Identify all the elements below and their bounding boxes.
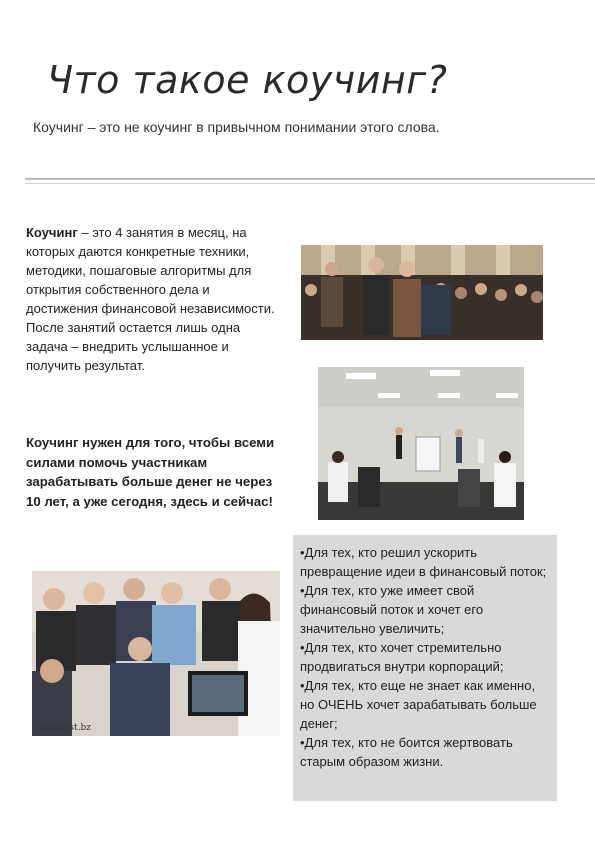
page-title: Что такое коучинг? <box>47 58 448 102</box>
watermark-text: molodost.bz <box>36 723 92 733</box>
training-room-photo <box>318 367 524 520</box>
audience-item: •Для тех, кто еще не знает как именно, но ОЧЕНЬ хочет зарабатывать больше денег; <box>300 678 537 731</box>
seminar-audience-photo <box>301 245 543 340</box>
divider-line <box>25 178 595 180</box>
audience-item: •Для тех, кто хочет стремительно продвигаться внутри корпораций; <box>300 640 504 674</box>
intro-term: Коучинг <box>26 225 78 240</box>
divider-line-thin <box>25 183 595 184</box>
audience-item: •Для тех, кто уже имеет свой финансовый поток и хочет его значительно увеличить; <box>300 583 484 636</box>
audience-item: •Для тех, кто решил ускорить превращение идеи в финансовый поток; <box>300 545 547 579</box>
intro-definition: – это 4 занятия в месяц, на которых даются конкретные техники, методики, пошаговые алгоритмы для открытия собственного дела и достижения финансовой независимости. После занятий остается лишь одна задача – внедрить услышанное и получить результат. <box>26 225 275 373</box>
target-audience-box <box>293 535 557 801</box>
group-at-laptop-photo <box>32 571 280 736</box>
purpose-paragraph: Коучинг нужен для того, чтобы всеми силами помочь участникам зарабатывать больше денег не через 10 лет, а уже сегодня, здесь и сейчас! <box>26 435 275 509</box>
intro-paragraph <box>26 223 276 375</box>
audience-item: •Для тех, кто не боится жертвовать старым образом жизни. <box>300 735 513 769</box>
page-subtitle: Коучинг – это не коучинг в привычном понимании этого слова. <box>33 119 440 135</box>
